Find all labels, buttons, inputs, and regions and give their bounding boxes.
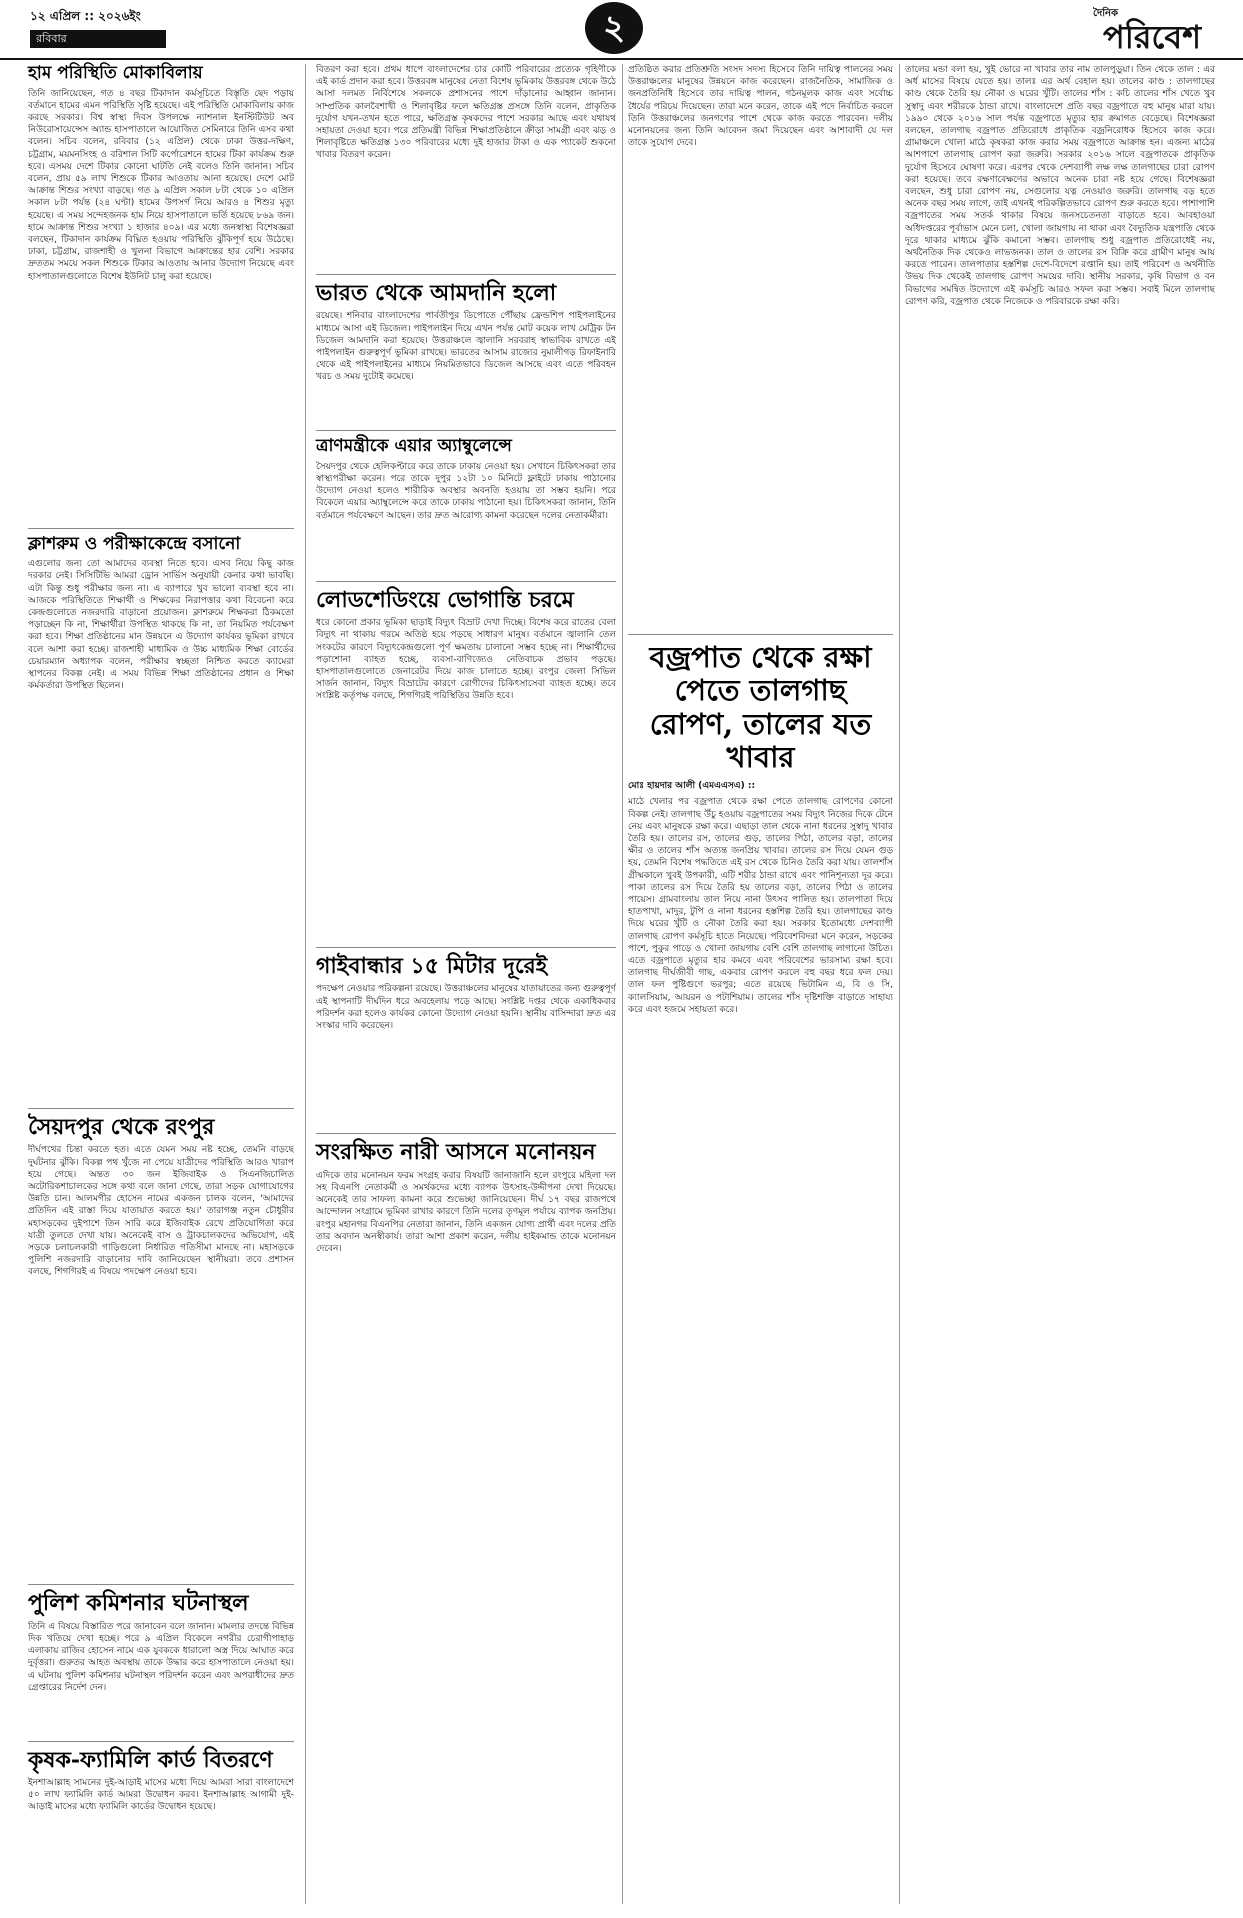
headline-loadshedding: লোডশেডিংয়ে ভোগান্তি চরমে bbox=[316, 586, 574, 613]
headline-bharat: ভারত থেকে আমদানি হলো bbox=[316, 280, 557, 306]
divider bbox=[316, 274, 616, 275]
column-4 bbox=[905, 64, 1215, 1904]
newspaper-logo bbox=[1093, 4, 1213, 54]
column-divider bbox=[305, 64, 306, 1904]
column-2 bbox=[316, 64, 616, 1740]
article-loadshedding bbox=[316, 588, 616, 937]
page-number: ২ bbox=[585, 2, 643, 54]
issue-date: ১২ এপ্রিল :: ২০২৬ইং bbox=[30, 9, 141, 23]
divider bbox=[28, 1108, 294, 1109]
divider bbox=[316, 947, 616, 948]
article-body: এগুলোর জন্য তো আমাদের ব্যবস্থা নিতে হবে। এসব নিয়ে কিছু কাজ দরকার নেই। সিসিটিভি আমরা ড্রোন সার্ভিস অনুযায়ী কেনার কথা ভাবছি। এটা কিন্তু শুধু পরীক্ষার জন্য না। এ ব্যাপারে খুব ভালো ব্যবস্থা হবে না। আজকে পরিস্থিতিতে শিক্ষার্থী ও শিক্ষকের নিরাপত্তার কথা বিবেচনা করে কেন্দ্রগুলোতে নজরদারি বাড়ানো প্রয়োজন। ক্লাশরুমে শিক্ষকরা ঠিকমতো পড়াচ্ছেন কি না, শিক্ষার্থীরা উপস্থিত থাকছে কি না, তা নিয়মিত পর্যবেক্ষণ করা হবে। শিক্ষা প্রতিষ্ঠানের মান উন্নয়নে এ উদ্যোগ কার্যকর ভূমিকা রাখবে বলে আশা করা হচ্ছে। রাজশাহী মাধ্যমিক ও উচ্চ মাধ্যমিক শিক্ষা বোর্ডের চেয়ারম্যান অধ্যাপক বলেন, পরীক্ষার স্বচ্ছতা নিশ্চিত করতে ক্যামেরা স্থাপনের বিকল্প নেই। এ সময় বিভিন্ন শিক্ষা প্রতিষ্ঠানের প্রধান ও শিক্ষা কর্মকর্তারা উপস্থিত ছিলেন। bbox=[28, 559, 294, 692]
divider bbox=[28, 1741, 294, 1742]
article-continuation bbox=[628, 64, 893, 624]
headline-police: পুলিশ কমিশনার ঘটনাস্থল bbox=[28, 1590, 249, 1617]
headline-krishok: কৃষক-ফ্যামিলি কার্ড বিতরণে bbox=[28, 1746, 273, 1773]
article-body: তালের মন্ডা বলা হয়, খুই ভোরে না খাবার তার নাম তালপুড়ুয়া। তিন থেকে তাল : এর অর্ধ মাসের বিষয়ে যেতে হয়। তালঃ এর অর্থ বেহাল হয়। তালের কাণ্ড : তালগাছের কাণ্ড থেকে তৈরি হয় নৌকা ও ঘরের খুঁটি। তালের শাঁস : কচি তালের শাঁস খেতে খুব সুস্বাদু এবং শরীরকে ঠান্ডা রাখে। বাংলাদেশে প্রতি বছর বজ্রপাতে বহু মানুষ মারা যায়। ১৯৯০ থেকে ২০১৬ সাল পর্যন্ত বজ্রপাতে মৃত্যুর হার ক্রমাগত বেড়েছে। বিশেষজ্ঞরা বলছেন, তালগাছ বজ্রপাত প্রতিরোধে প্রাকৃতিক বজ্রনিরোধক হিসেবে কাজ করে। গ্রামাঞ্চলে খোলা মাঠে কৃষকরা কাজ করার সময় বজ্রপাতে আক্রান্ত হন। এজন্য মাঠের আশপাশে তালগাছ রোপণ করা জরুরি। সরকার ২০১৬ সালে বজ্রপাতকে প্রাকৃতিক দুর্যোগ হিসেবে ঘোষণা করে। এরপর থেকে দেশব্যাপী লক্ষ লক্ষ তালগাছের চারা রোপণ করা হয়েছে। তবে রক্ষণাবেক্ষণের অভাবে অনেক চারা নষ্ট হয়ে গেছে। বিশেষজ্ঞরা বলছেন, শুধু চারা রোপণ নয়, সেগুলোর যত্ন নেওয়াও জরুরি। তালগাছ বড় হতে অনেক বছর সময় লাগে, তাই এখনই পরিকল্পিতভাবে রোপণ শুরু করতে হবে। পাশাপাশি বজ্রপাতের সময় সতর্ক থাকার বিষয়ে জনসচেতনতা বাড়াতে হবে। আবহাওয়া অধিদপ্তরের পূর্বাভাস মেনে চলা, খোলা জায়গায় না থাকা এবং বৈদ্যুতিক যন্ত্রপাতি থেকে দূরে থাকার মাধ্যমে ঝুঁকি কমানো সম্ভব। তালগাছ শুধু বজ্রপাত প্রতিরোধেই নয়, অর্থনৈতিক দিক থেকেও লাভজনক। তাল ও তালের রস বিক্রি করে গ্রামীণ মানুষ আয় করতে পারেন। তালপাতার হস্তশিল্প দেশে-বিদেশে রপ্তানি হয়। তাই পরিবেশ ও অর্থনীতি উভয় দিক থেকেই তালগাছ রোপণ সময়ের দাবি। স্থানীয় সরকার, কৃষি বিভাগ ও বন বিভাগের সমন্বিত উদ্যোগে এই কর্মসূচি আরও সফল করা সম্ভব। সবাই মিলে তালগাছ রোপণ করি, বজ্রপাত থেকে নিজেকে ও পরিবারকে রক্ষা করি। bbox=[905, 65, 1215, 307]
article-continuation bbox=[316, 64, 616, 264]
divider bbox=[316, 430, 616, 431]
divider bbox=[28, 1584, 294, 1585]
article-body: তিনি জানিয়েছেন, গত ৪ বছর টিকাদান কর্মসূচিতে বিস্তৃতি ছেদ পড়ায় বর্তমানে হামের এমন পরিস্থিতি সৃষ্টি হয়েছে। এই পরিস্থিতি মোকাবিলায় কাজ করছে সরকার। বিশ্ব স্বাস্থ্য দিবস উপলক্ষে ন্যাশনাল ইনস্টিটিউট অব নিউরোসায়েন্সেস অ্যান্ড হাসপাতালে আয়োজিত সেমিনারে তিনি এসব কথা বলেন। সচিব বলেন, রবিবার (১২ এপ্রিল) থেকে ঢাকা উত্তর-দক্ষিণ, চট্টগ্রাম, ময়মনসিংহ ও বরিশাল সিটি কর্পোরেশনে হামের টিকা কার্যক্রম শুরু হবে। এসময় দেশে টিকার কোনো ঘাটতি নেই বলেও তিনি জানান। সচিব বলেন, প্রায় ৫৯ লাখ শিশুকে টিকার আওতায় আনা হয়েছে। দেশে মোট আক্রান্ত শিশুর সংখ্যা বাড়ছে। গত ৯ এপ্রিল সকাল ৮টা থেকে ১০ এপ্রিল সকাল ৮টা পর্যন্ত (২৪ ঘণ্টা) হামের উপসর্গ নিয়ে আরও ৪ শিশুর মৃত্যু হয়েছে। এ সময় সন্দেহজনক হাম নিয়ে হাসপাতালে ভর্তি হয়েছে ৮৬৯ জন। হামে আক্রান্ত শিশুর সংখ্যা ১ হাজার ৪০৯। এর মধ্যে জনস্বাস্থ্য বিশেষজ্ঞরা বলছেন, টিকাদান কার্যক্রম বিঘ্নিত হওয়ায় পরিস্থিতি ঝুঁকিপূর্ণ হয়ে উঠেছে। ঢাকা, চট্টগ্রাম, রাজশাহী ও খুলনা বিভাগে আক্রান্তের হার বেশি। সরকার দ্রুততম সময়ে সকল শিশুকে টিকার আওতায় আনার উদ্যোগ নিয়েছে এবং হাসপাতালগুলোতে বিশেষ ইউনিট চালু করা হয়েছে। bbox=[28, 88, 294, 282]
article-nari bbox=[316, 1140, 616, 1729]
article-bharat bbox=[316, 281, 616, 420]
headline-ham: হাম পরিস্থিতি মোকাবিলায় bbox=[28, 63, 203, 83]
article-tal bbox=[628, 641, 893, 1856]
article-body: পদক্ষেপ নেওয়ার পরিকল্পনা রয়েছে। উত্তরাঞ্চলের মানুষের যাতায়াতের জন্য গুরুত্বপূর্ণ এই স্থাপনাটি দীর্ঘদিন ধরে অবহেলায় পড়ে আছে। সংশ্লিষ্ট দপ্তর থেকে একাধিকবার পরিদর্শন করা হলেও কার্যকর কোনো উদ্যোগ নেওয়া হয়নি। স্থানীয় বাসিন্দারা দ্রুত এর সংস্কার দাবি করেছেন। bbox=[316, 984, 616, 1032]
article-ham bbox=[28, 64, 294, 518]
article-saidpur bbox=[28, 1115, 294, 1574]
article-tal-continuation bbox=[905, 64, 1215, 1894]
column-1 bbox=[28, 64, 294, 1837]
headline-tran: ত্রাণমন্ত্রীকে এয়ার অ্যাম্বুলেন্সে bbox=[316, 436, 512, 457]
divider bbox=[316, 1133, 616, 1134]
article-body: সৈয়দপুর থেকে হেলিকপ্টারে করে তাকে ঢাকায় নেওয়া হয়। সেখানে চিকিৎসকরা তার স্বাস্থ্যপরীক্ষা করেন। পরে তাকে দুপুর ১২টা ১০ মিনিটে ফ্লাইটে ঢাকায় পাঠানোর উদ্যোগ নেওয়া হলেও শারীরিক অবস্থার অবনতি হওয়ায় তা সম্ভব হয়নি। পরে বিকেলে এয়ার অ্যাম্বুলেন্সে করে তাকে ঢাকায় পাঠানো হয়। চিকিৎসকরা জানান, তিনি বর্তমানে পর্যবেক্ষণে আছেন। তার দ্রুত আরোগ্য কামনা করেছেন দলের নেতাকর্মীরা। bbox=[316, 461, 616, 521]
headline-nari: সংরক্ষিত নারী আসনে মনোনয়ন bbox=[316, 1139, 596, 1166]
article-body: ইনশাআল্লাহ সামনের দুই-আড়াই মাসের মধ্যে দিয়ে আমরা সারা বাংলাদেশে ৫০ লাখ ফ্যামিলি কার্ড আমরা উদ্বোধন করব। ইনশাআল্লাহ আগামী দুই-আড়াই মাসের মধ্যে ফ্যামিলি কার্ডের উদ্বোধন হয়েছে। bbox=[28, 1777, 294, 1813]
article-body: দীর্ঘপথের চিন্তা করতে হত। এতে যেমন সময় নষ্ট হচ্ছে, তেমনি বাড়ছে দুর্ঘটনার ঝুঁকি। বিকল্প পথ খুঁজে না পেয়ে যাত্রীদের পরিস্থিতি আরও খারাপ হয়ে গেছে। অন্তত ৩০ জন ইজিবাইক ও সিএনজিচালিত অটোরিকশাচালকের সঙ্গে কথা বলে জানা গেছে, তারা সড়ক যোগাযোগের উন্নতি চান। আলমগীর হোসেন নামের একজন চালক বলেন, 'আমাদের প্রতিদিন এই রাস্তা দিয়ে যাতায়াত করতে হয়।' তারাগঞ্জ নতুন চৌধুরীর মহাসড়কের দুইপাশে তিন সারি করে ইজিবাইক রেখে প্রতিযোগিতা করে যাত্রী তুলতে দেখা যায়। অনেকেই বাস ও ট্রাকচালকদের অভিযোগ, এই সড়কে চলাচলকারী গাড়িগুলো নির্ধারিত গতিসীমা মানছে না। মহাসড়কে পুলিশি নজরদারি বাড়ানোর দাবি জানিয়েছেন স্থানীয়রা। তবে প্রশাসন বলছে, শিগগিরই এ বিষয়ে পদক্ষেপ নেওয়া হবে। bbox=[28, 1145, 294, 1278]
divider bbox=[316, 581, 616, 582]
issue-day: রবিবার bbox=[30, 30, 166, 48]
logo-small-text: দৈনিক bbox=[1093, 8, 1119, 19]
article-body: বিতরণ করা হবে। প্রথম ধাপে বাংলাদেশের চার কোটি পরিবারের প্রত্যেক গৃহিণীকে এই কার্ড প্রদান করা হবে। উত্তরবঙ্গ মানুষের নেতা বিশেষ ভূমিকায় উত্তরবঙ্গ থেকে উঠে আসা দলমত নির্বিশেষে সকলকে প্রশাসনের পাশে দাঁড়ানোর আহ্বান জানান। সাম্প্রতিক কালবৈশাখী ও শিলাবৃষ্টির ফলে ক্ষতিগ্রস্ত প্রসঙ্গে তিনি বলেন, প্রাকৃতিক দুর্যোগ যখন-তখন হতে পারে, ক্ষতিগ্রস্ত কৃষকদের পাশে সরকার আছে এবং যথাযথ সহায়তা দেওয়া হবে। পরে প্রতিমন্ত্রী বিভিন্ন শিক্ষাপ্রতিষ্ঠানে ক্রীড়া সামগ্রী এবং ঝড় ও শিলাবৃষ্টিতে ক্ষতিগ্রস্ত ১৩০ পরিবারের মধ্যে দুই হাজার টাকা ও এক প্যাকেট শুকনো খাবার বিতরণ করেন। bbox=[316, 65, 616, 161]
article-body: তিনি এ বিষয়ে বিস্তারিত পরে জানাবেন বলে জানান। মামলার তদন্তে বিভিন্ন দিক খতিয়ে দেখা হচ্ছে। পরে ৯ এপ্রিল বিকেলে নগরীর চেরাগীপাহাড় এলাকায় রাজিব হোসেন নামে এক যুবককে ধারালো অস্ত্র দিয়ে আঘাত করে দুর্বৃত্তরা। গুরুতর আহত অবস্থায় তাকে উদ্ধার করে হাসপাতালে নেওয়া হয়। এ ঘটনায় পুলিশ কমিশনার ঘটনাস্থল পরিদর্শন করেন এবং অপরাধীদের দ্রুত গ্রেপ্তারের নির্দেশ দেন। bbox=[28, 1621, 294, 1693]
article-gaibandha bbox=[316, 954, 616, 1123]
headline-class: ক্লাশরুম ও পরীক্ষাকেন্দ্রে বসানো bbox=[28, 533, 241, 554]
article-byline: মোঃ হায়দার আলী (এমএএসএ) :: bbox=[628, 781, 756, 792]
article-tran bbox=[316, 437, 616, 571]
article-body: মাঠে খেলার পর বজ্রপাত থেকে রক্ষা পেতে তালগাছ রোপণের কোনো বিকল্প নেই। তালগাছ উঁচু হওয়ায় বজ্রপাতের সময় বিদ্যুৎ নিজের দিকে টেনে নেয় এবং মানুষকে রক্ষা করে। এছাড়া তাল থেকে নানা ধরনের সুস্বাদু খাবার তৈরি হয়। তালের রস, তালের গুড়, তালের পিঠা, তালের বড়া, তালের ক্ষীর ও তালের শাঁস অত্যন্ত জনপ্রিয় খাবার। তালের রস দিয়ে যেমন গুড় হয়, তেমনি বিশেষ পদ্ধতিতে এই রস থেকে চিনিও তৈরি করা যায়। তালশাঁস গ্রীষ্মকালে খুবই উপকারী, এটি শরীর ঠান্ডা রাখে এবং পানিশূন্যতা দূর করে। পাকা তালের রস দিয়ে তৈরি হয় তালের বড়া, তালের পিঠা ও তালের পায়েস। গ্রামবাংলায় তাল নিয়ে নানা উৎসব পালিত হয়। তালপাতা দিয়ে হাতপাখা, মাদুর, টুপি ও নানা ধরনের হস্তশিল্প তৈরি হয়। তালগাছের কাণ্ড দিয়ে ঘরের খুঁটি ও নৌকা তৈরি করা হয়। সরকার ইতোমধ্যে দেশব্যাপী তালগাছ রোপণ কর্মসূচি হাতে নিয়েছে। পরিবেশবিদরা মনে করেন, সড়কের পাশে, পুকুর পাড়ে ও খোলা জায়গায় বেশি বেশি তালগাছ লাগানো উচিত। এতে বজ্রপাতে মৃত্যুর হার কমবে এবং পরিবেশের ভারসাম্য রক্ষা হবে। তালগাছ দীর্ঘজীবী গাছ, একবার রোপণ করলে বহু বছর ধরে ফল দেয়। তাল ফল পুষ্টিগুণে ভরপুর; এতে রয়েছে ভিটামিন এ, বি ও সি, ক্যালসিয়াম, আয়রন ও পটাশিয়াম। তালের শাঁস দৃষ্টিশক্তি বাড়াতে সাহায্য করে এবং হজমে সহায়তা করে। bbox=[628, 797, 893, 1015]
divider bbox=[628, 634, 893, 635]
article-body: প্রতিষ্ঠিত করার প্রতিশ্রুতি সংসদ সদস্য হিসেবে তিনি দায়িত্ব পালনের সময় উত্তরাঞ্চলের মানুষের উন্নয়নে কাজ করেছেন। রাজনৈতিক, সামাজিক ও জনপ্রতিনিধি হিসেবে তার দায়িত্ব পালন, গঠনমূলক কাজ এবং সর্বোচ্চ ধৈর্যের পরিচয় দিয়েছেন। তারা মনে করেন, তাকে এই পদে নির্বাচিত করলে তিনি উত্তরাঞ্চলের জনগণের পাশে থেকে কাজ করতে পারবেন। দলীয় মনোনয়নের জন্য তিনি আবেদন জমা দিয়েছেন এবং আশাবাদী যে দল তাকে সুযোগ দেবে। bbox=[628, 65, 893, 149]
divider bbox=[28, 528, 294, 529]
column-divider bbox=[899, 64, 900, 1904]
article-krishok bbox=[28, 1748, 294, 1827]
headline-tal: বজ্রপাত থেকে রক্ষা পেতে তালগাছ রোপণ, তালের যত খাবার bbox=[649, 640, 872, 775]
column-3 bbox=[628, 64, 893, 1866]
headline-gaibandha: গাইবান্ধার ১৫ মিটার দূরেই bbox=[316, 953, 548, 980]
logo-title: পরিবেশ bbox=[1103, 18, 1202, 56]
masthead bbox=[0, 0, 1243, 60]
article-body: রয়েছে। শনিবার বাংলাদেশের পার্বতীপুর ডিপোতে পৌঁছায় ফ্রেন্ডশিপ পাইপলাইনের মাধ্যমে আসা এই ডিজেল। পাইপলাইন দিয়ে এখন পর্যন্ত মোট কয়েক লাখ মেট্রিক টন ডিজেল আমদানি করা হয়েছে। উত্তরাঞ্চলে জ্বালানি সরবরাহ স্বাভাবিক রাখতে এই পাইপলাইন গুরুত্বপূর্ণ ভূমিকা রাখছে। ভারতের আসাম রাজ্যের নুমালীগড় রিফাইনারি থেকে এই পাইপলাইনের মাধ্যমে নিয়মিতভাবে ডিজেল আসছে এবং এতে পরিবহন খরচ ও সময় দুটোই কমেছে। bbox=[316, 311, 616, 383]
article-police bbox=[28, 1591, 294, 1730]
article-body: ধরে কোনো প্রকার ভূমিকা ছাড়াই বিদ্যুৎ বিভ্রাট দেখা দিচ্ছে। বিশেষ করে রাতের বেলা বিদ্যুৎ না থাকায় গরমে অতিষ্ঠ হয়ে পড়ছে সাধারণ মানুষ। বর্তমানে জ্বালানি তেল সংকটের কারণে বিদ্যুৎকেন্দ্রগুলো পূর্ণ ক্ষমতায় চালানো সম্ভব হচ্ছে না। শিক্ষার্থীদের পড়াশোনা ব্যাহত হচ্ছে, ব্যবসা-বাণিজ্যেও নেতিবাচক প্রভাব পড়ছে। হাসপাতালগুলোতে জেনারেটর দিয়ে কাজ চালাতে হচ্ছে। রংপুর জেলা সিভিল সার্জন জানান, বিদ্যুৎ বিভ্রাটের কারণে রোগীদের চিকিৎসাসেবা ব্যাহত হচ্ছে। তবে সংশ্লিষ্ট কর্তৃপক্ষ বলছে, শিগগিরই পরিস্থিতির উন্নতি হবে। bbox=[316, 618, 616, 702]
article-class bbox=[28, 535, 294, 1099]
headline-saidpur: সৈয়দপুর থেকে রংপুর bbox=[28, 1114, 215, 1141]
column-divider bbox=[622, 64, 623, 1904]
article-body: এদিকে তার মনোনয়ন ফরম সংগ্রহ করার বিষয়টি জানাজানি হলে রংপুরে মহিলা দল সহ বিএনপি নেতাকর্মী ও সমর্থকদের মধ্যে ব্যাপক উৎসাহ-উদ্দীপনা দেখা দিয়েছে। অনেকেই তার সাফল্য কামনা করে শুভেচ্ছা জানিয়েছেন। দীর্ঘ ১৭ বছর রাজপথে আন্দোলন সংগ্রামে ভূমিকা রাখার কারণে তিনি দলের তৃণমূল পর্যায়ে ব্যাপক জনপ্রিয়। রংপুর মহানগর বিএনপির নেতারা জানান, তিনি একজন যোগ্য প্রার্থী এবং দলের প্রতি তার অবদান অনস্বীকার্য। তারা আশা প্রকাশ করেন, দলীয় হাইকমান্ড তাকে মনোনয়ন দেবেন। bbox=[316, 1170, 616, 1254]
